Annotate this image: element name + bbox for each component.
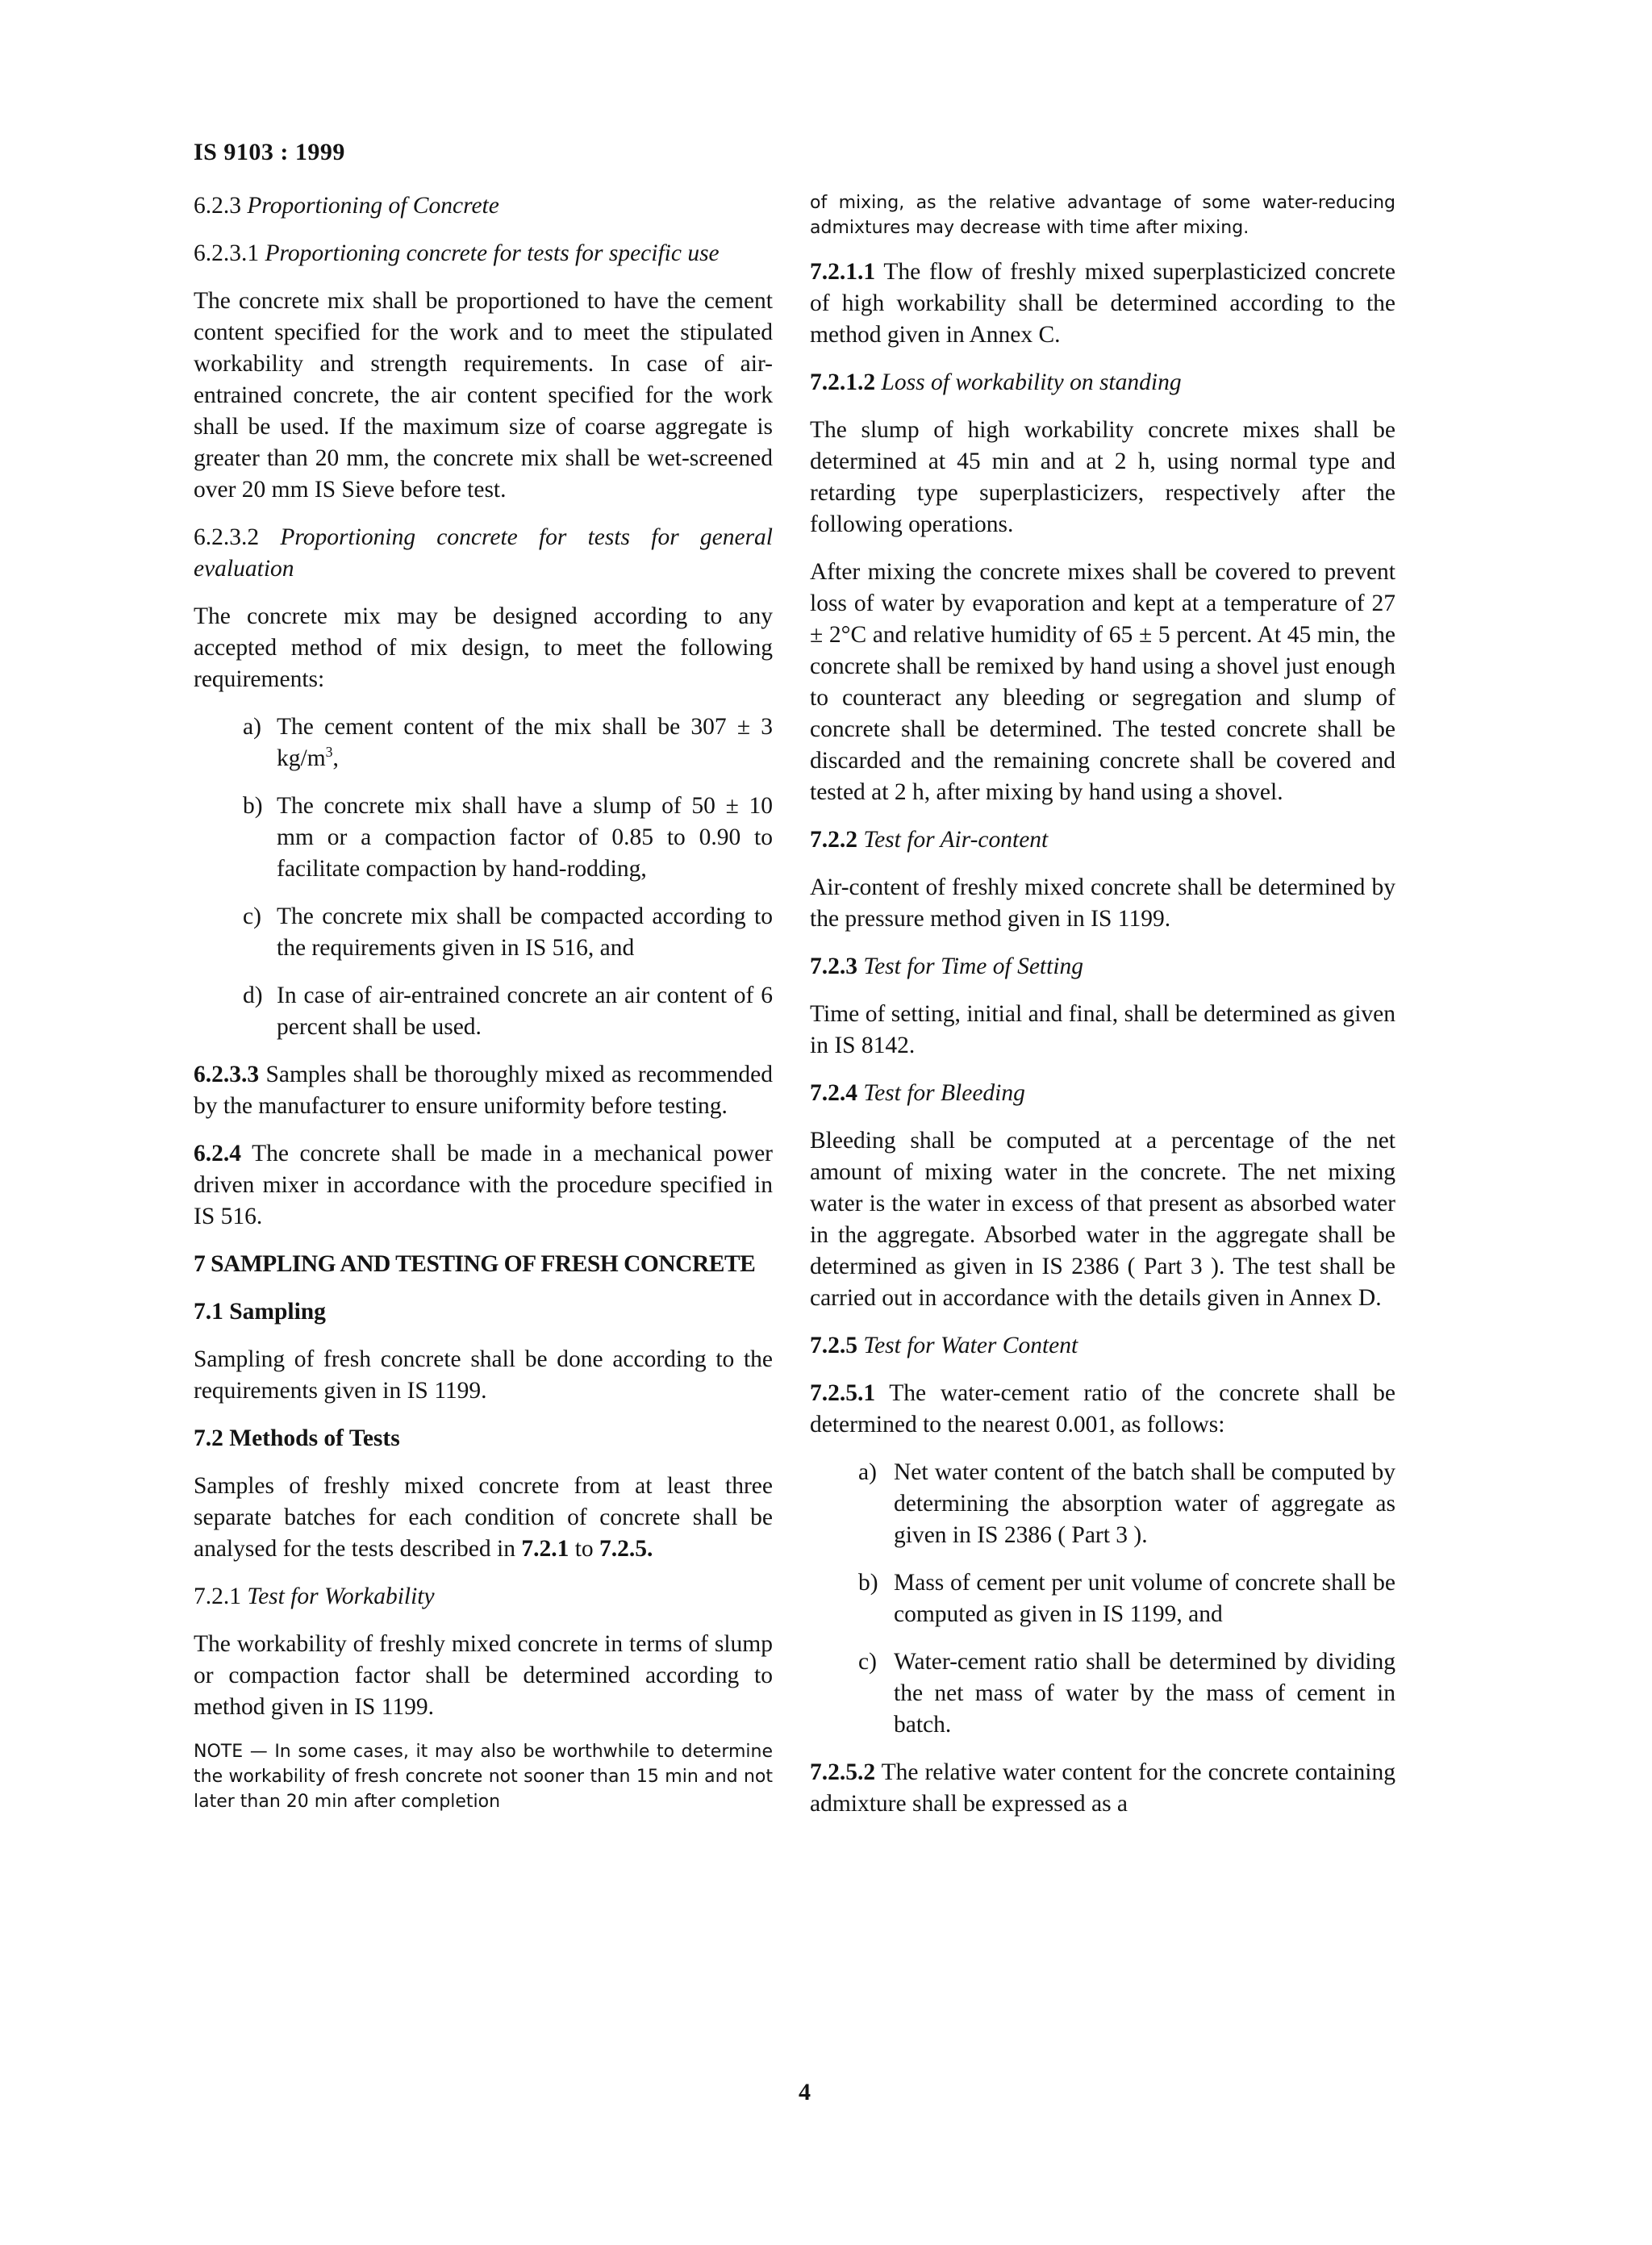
page-number: 4: [799, 2079, 811, 2105]
heading-6-2-3-1: 6.2.3.1 Proportioning concrete for tests for specific use: [194, 240, 720, 266]
list-item: c) The concrete mix shall be compacted according to the requirements given in IS 516, and: [243, 903, 773, 961]
paragraph-7-2-5-1: 7.2.5.1 The water-cement ratio of the concrete shall be determined to the nearest 0.001, as follows:: [810, 1380, 1395, 1438]
paragraph: After mixing the concrete mixes shall be covered to prevent loss of water by evaporation and kept at a temperature of 27 ± 2°C and relative humidity of 65 ± 5 percent. At 45 min, the concrete shall be remixed by hand using a shovel just enough to counteract any bleeding or segregation and slump of concrete shall be determined. The tested concrete shall be discarded and the remaining concrete shall be covered and tested at 2 h, after mixing by hand using a shovel.: [810, 559, 1395, 805]
heading-7-2-2: 7.2.2 Test for Air-content: [810, 827, 1049, 853]
right-column: [810, 190, 1395, 1836]
steps-list: [810, 1457, 1395, 1741]
paragraph: Time of setting, initial and final, shall be determined as given in IS 8142.: [810, 1001, 1395, 1058]
paragraph: The concrete mix may be designed according to any accepted method of mix design, to meet the following requirements:: [194, 603, 773, 692]
list-item: d) In case of air-entrained concrete an air content of 6 percent shall be used.: [243, 983, 773, 1040]
paragraph: Samples of freshly mixed concrete from at least three separate batches for each condition of concrete shall be analysed for the tests described in 7.2.1 to 7.2.5.: [194, 1473, 773, 1562]
paragraph: Bleeding shall be computed at a percentage of the net amount of mixing water in the concrete. The net mixing water is the water in excess of that present as absorbed water in the aggregate. Absorbed water in the aggregate shall be determined as given in IS 2386 ( Part 3 ). The test shall be carried out in accordance with the details given in Annex D.: [810, 1128, 1395, 1311]
paragraph-7-2-1-1: 7.2.1.1 The flow of freshly mixed superplasticized concrete of high workability shall be determined according to the method given in Annex C.: [810, 259, 1396, 348]
heading-6-2-3: 6.2.3 Proportioning of Concrete: [194, 193, 499, 219]
requirements-list: [194, 711, 773, 1043]
paragraph-6-2-3-3: 6.2.3.3 Samples shall be thoroughly mixed as recommended by the manufacturer to ensure uniformity before testing.: [194, 1062, 774, 1119]
heading-6-2-3-2: 6.2.3.2 Proportioning concrete for tests for general evaluation: [194, 524, 774, 582]
list-item: b) The concrete mix shall have a slump of 50 ± 10 mm or a compaction factor of 0.85 to 0.90 to facilitate compaction by hand-rodding,: [243, 793, 773, 882]
heading-7-2-4: 7.2.4 Test for Bleeding: [810, 1080, 1025, 1106]
list-item: b) Mass of cement per unit volume of concrete shall be computed as given in IS 1199, and: [858, 1570, 1395, 1627]
heading-7-2-1: 7.2.1 Test for Workability: [194, 1584, 435, 1609]
heading-7-2-1-2: 7.2.1.2 Loss of workability on standing: [810, 369, 1182, 395]
note-continued: of mixing, as the relative advantage of some water-reducing admixtures may decrease with time after mixing.: [810, 193, 1395, 238]
list-item: a) Net water content of the batch shall be computed by determining the absorption water of aggregate as given in IS 2386 ( Part 3 ).: [858, 1459, 1395, 1548]
paragraph: Sampling of fresh concrete shall be done according to the requirements given in IS 1199.: [194, 1346, 773, 1404]
heading-7-1: 7.1 Sampling: [194, 1299, 326, 1325]
note: NOTE — In some cases, it may also be worthwhile to determine the workability of fresh concrete not sooner than 15 min and not later than 20 min after completion: [194, 1742, 773, 1812]
paragraph: Air-content of freshly mixed concrete shall be determined by the pressure method given in IS 1199.: [810, 874, 1395, 932]
list-item: a) The cement content of the mix shall be 307 ± 3 $kg/m^3$,: [243, 714, 773, 771]
paragraph-6-2-4: 6.2.4 The concrete shall be made in a mechanical power driven mixer in accordance with the procedure specified in IS 516.: [194, 1141, 773, 1229]
section-heading-7: 7 SAMPLING AND TESTING OF FRESH CONCRETE: [194, 1251, 756, 1277]
heading-7-2-3: 7.2.3 Test for Time of Setting: [810, 953, 1084, 979]
list-item: c) Water-cement ratio shall be determined by dividing the net mass of water by the mass of cement in batch.: [858, 1649, 1395, 1738]
left-column: [194, 190, 773, 1830]
paragraph-7-2-5-2: 7.2.5.2 The relative water content for the concrete containing admixture shall be expressed as a: [810, 1759, 1395, 1817]
paragraph: The concrete mix shall be proportioned to have the cement content specified for the work and to meet the stipulated workability and strength requirements. In case of air-entrained concrete, the air content specified for the work shall be used. If the maximum size of coarse aggregate is greater than 20 mm, the concrete mix shall be wet-screened over 20 mm IS Sieve before test.: [194, 288, 773, 503]
heading-7-2: 7.2 Methods of Tests: [194, 1425, 400, 1451]
paragraph: The slump of high workability concrete mixes shall be determined at 45 min and at 2 h, using normal type and retarding type superplasticizers, respectively after the following operations.: [810, 417, 1395, 537]
heading-7-2-5: 7.2.5 Test for Water Content: [810, 1333, 1078, 1358]
paragraph: The workability of freshly mixed concrete in terms of slump or compaction factor shall be determined according to method given in IS 1199.: [194, 1631, 773, 1720]
document-id: IS 9103 : 1999: [194, 139, 345, 165]
